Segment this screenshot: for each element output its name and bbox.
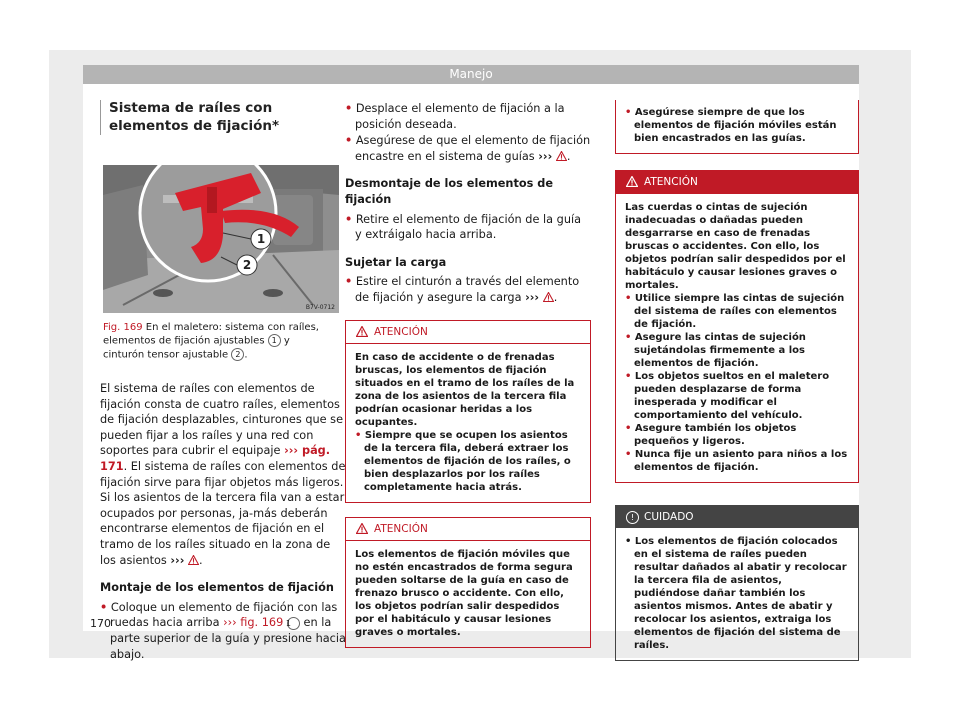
caution-title: CUIDADO <box>644 511 694 523</box>
warning-bullet-text: Asegure también los objetos pequeños y ligeros. <box>634 423 797 447</box>
column-left <box>100 100 346 662</box>
warning-header-2 <box>346 518 590 541</box>
warning-title-1: ATENCIÓN <box>374 325 428 338</box>
warning-bullet: • Los objetos sueltos en el maletero pueden desplazarse de forma inesperada y modificar el comportamiento del vehículo. <box>625 371 830 421</box>
caution-bullet-text: Los elementos de fijación colocados en el sistema de raíles pueden resultar dañados al abatir y recolocar la tercera fila de asientos, pudiéndose dañar también los asientos mismos. Antes de abatir y recolocar los asientos, extraiga los elementos de fijación del sistema de raíles. <box>634 536 847 651</box>
warning-box-2 <box>345 517 591 648</box>
warning-bullet: • Utilice siempre las cintas de sujeción del sistema de raíles con elementos de fijación. <box>625 293 845 330</box>
warning-bullet-text-1: Siempre que se ocupen los asientos de la tercera fila, deberá extraer los elementos de fijación de los raíles, o bien desplazarlos por los raíles completamente hacia atrás. <box>364 429 571 493</box>
mount-num: 1 <box>287 617 300 630</box>
intro-page-link[interactable]: ››› pág. 171 <box>100 444 331 473</box>
intro-paragraph: El sistema de raíles con elementos de fijación consta de cuatro raíles, elementos de fijación desplazables, cinturones que se pueden fijar a los raíles y una red con soportes para cubrir el equipaje ››› pág. 171. El sistema de raíles con elementos de fijación sirve para fijar objetos más ligeros. Si los asientos de la tercera fila van a estar ocupados por personas, ja-más deberán encontrarse elementos de fijación en el tramo de los raíles situado en la zona de los asientos ››› . <box>100 382 346 567</box>
caution-bullet: • Los elementos de fijación colocados en el sistema de raíles pueden resultar dañados al abatir y recolocar la tercera fila de asientos, pudiéndose dañar también los asientos mismos. Antes de abatir y recolocar los asientos, extraiga los elementos de fijación del sistema de raíles. <box>625 536 847 651</box>
load-bullet: • Estire el cinturón a través del elemento de fijación y asegure la carga ››› . <box>345 275 580 304</box>
page-number: 170 <box>90 617 111 630</box>
warning-title-3: ATENCIÓN <box>644 176 698 188</box>
warning-bullet: • Nunca fije un asiento para niños a los elementos de fijación. <box>625 449 848 473</box>
warning-triangle-icon <box>543 292 554 302</box>
header-bar <box>83 65 859 84</box>
trunk-figure <box>103 165 339 313</box>
warning-triangle-icon <box>188 555 199 565</box>
trunk-illustration <box>103 165 339 313</box>
warning-bullet: • Asegure las cintas de sujeción sujetándolas firmemente a los elementos de fijación. <box>625 332 806 369</box>
figure-callout-1: 1 <box>256 232 266 246</box>
mount-fig-link[interactable]: ››› fig. 169 <box>223 616 284 630</box>
caution-header <box>616 506 858 528</box>
warning-bullet-text: Utilice siempre las cintas de sujeción del sistema de raíles con elementos de fijación. <box>634 293 845 330</box>
column-right <box>615 100 859 661</box>
guides-bullet: • Asegúrese de que el elemento de fijación encastre en el sistema de guías ››› . <box>345 134 591 163</box>
intro-warning-link[interactable]: ››› <box>170 553 185 567</box>
warning-body-2 <box>346 541 590 647</box>
warning-para-1: En caso de accidente o de frenadas bruscas, los elementos de fijación situados en el tramo de los raíles de la zona de los asientos de la tercera fila podrían ocasionar heridas a los ocupantes. <box>355 351 575 428</box>
warning-bullet-text: Los objetos sueltos en el maletero pueden desplazarse de forma inesperada y modificar el comportamiento del vehículo. <box>634 371 830 421</box>
column-middle <box>345 100 591 648</box>
warning-para-3: Las cuerdas o cintas de sujeción inadecuadas o dañadas pueden desgarrarse en caso de frenadas bruscas o accidentes. Con ello, los objetos podrían salir despedidos por el habitáculo y causar lesiones graves o mortales. <box>625 202 846 291</box>
caption-num-2: 2 <box>231 348 244 361</box>
figure-code: B7V-0712 <box>305 304 335 311</box>
mount-bullet: • Coloque un elemento de fijación con las ruedas hacia arriba ››› fig. 169 1 en la parte superior de la guía y presione hacia abajo. <box>100 600 346 661</box>
dismount-bullet: • Retire el elemento de fijación de la guía y extráigalo hacia arriba. <box>345 212 582 242</box>
info-circle-icon: ! <box>626 511 639 524</box>
warning-header-3 <box>616 171 858 194</box>
mount-title: Montaje de los elementos de fijación <box>100 581 334 595</box>
caption-num-1: 1 <box>268 334 281 347</box>
warning-triangle-icon <box>556 151 567 161</box>
load-text: Estire el cinturón a través del elemento de fijación y asegure la carga <box>355 275 580 304</box>
mount-text-b: en la parte superior de la guía y presione hacia abajo. <box>110 616 346 661</box>
move-text: Desplace el elemento de fijación a la posición deseada. <box>355 102 565 131</box>
dismount-title: Desmontaje de los elementos de fijación <box>345 177 554 206</box>
guides-text: Asegúrese de que el elemento de fijación encastre en el sistema de guías <box>355 134 591 163</box>
warning-bullet-text: Nunca fije un asiento para niños a los elementos de fijación. <box>634 449 848 473</box>
caption-text-a: En el maletero: sistema con raíles, elementos de fijación ajustables <box>103 322 319 347</box>
intro-text-b: . El sistema de raíles con elementos de fijación sirve para fijar objetos más ligeros. Si los asientos de la tercera fila van a estar ocupados por personas, ja-más deberán encontrarse elementos de fijación en el tramo de los raíles situado en la zona de los asientos <box>100 459 346 567</box>
continued-bullet-text: Asegúrese siempre de que los elementos de fijación móviles están bien encastrados en las guías. <box>634 107 837 144</box>
figure-callout-2: 2 <box>242 258 252 272</box>
continued-warning-box <box>615 100 859 154</box>
move-bullet: • Desplace el elemento de fijación a la posición deseada. <box>345 102 565 131</box>
warning-header-1 <box>346 321 590 344</box>
caution-box <box>615 505 859 661</box>
warning-triangle-icon <box>356 523 368 534</box>
guides-warning-link[interactable]: ››› <box>538 149 553 163</box>
warning-title-2: ATENCIÓN <box>374 522 428 535</box>
warning-para-2: Los elementos de fijación móviles que no estén encastrados de forma segura pueden soltarse de la guía en caso de frenazo brusco o accidente. Con ello, los objetos podrían salir despedidos por el habitáculo y causar lesiones graves o mortales. <box>355 548 573 638</box>
warning-triangle-icon <box>356 326 368 337</box>
warning-bullet-text: Asegure las cintas de sujeción sujetándolas firmemente a los elementos de fijación. <box>634 332 806 369</box>
load-warning-link[interactable]: ››› <box>525 290 540 304</box>
warning-body-3 <box>616 194 858 482</box>
warning-body-1 <box>346 344 590 502</box>
warning-bullet: • Asegure también los objetos pequeños y ligeros. <box>625 423 797 447</box>
caption-text-c: . <box>244 349 248 360</box>
caption-label: Fig. 169 <box>103 322 143 333</box>
dismount-text: Retire el elemento de fijación de la guía y extráigalo hacia arriba. <box>355 212 582 242</box>
intro-text-a: El sistema de raíles con elementos de fijación consta de cuatro raíles, elementos de fijación desplazables, cinturones que se pueden fijar a los raíles y una red con soportes para cubrir el equipaje <box>100 382 344 458</box>
warning-box-1 <box>345 320 591 503</box>
load-title: Sujetar la carga <box>345 255 447 269</box>
caption-text-b: y cinturón tensor ajustable <box>103 335 290 360</box>
caution-body <box>616 528 858 660</box>
header-title: Manejo <box>449 67 493 81</box>
continued-bullet: • Asegúrese siempre de que los elementos de fijación móviles están bien encastrados en las guías. <box>625 107 837 144</box>
warning-bullet-1: • Siempre que se ocupen los asientos de la tercera fila, deberá extraer los elementos de fijación de los raíles, o bien desplazarlos por los raíles completamente hacia atrás. <box>355 429 571 493</box>
figure-caption <box>103 321 331 361</box>
mount-text-a: Coloque un elemento de fijación con las ruedas hacia arriba <box>110 600 338 630</box>
section-title: Sistema de raíles con elementos de fijación* <box>100 100 346 135</box>
warning-triangle-icon <box>626 176 638 187</box>
warning-box-3 <box>615 170 859 483</box>
